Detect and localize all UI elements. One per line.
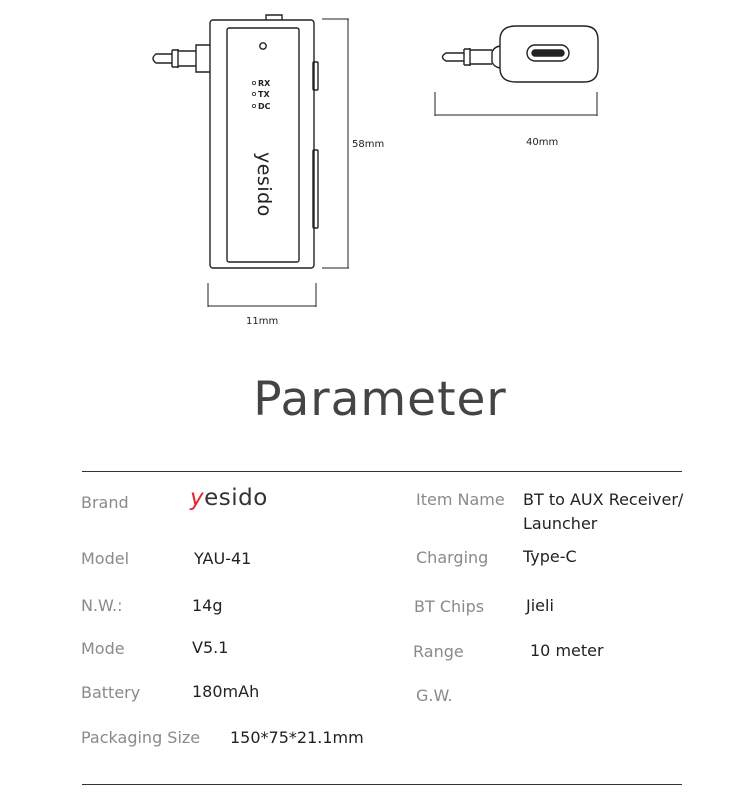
packaging-size-label: Packaging Size xyxy=(81,728,201,747)
width-dimension-label: 11mm xyxy=(246,316,279,327)
range-value: 10 meter xyxy=(530,641,604,660)
brand-label: Brand xyxy=(81,493,129,512)
item-name-value-line1: BT to AUX Receiver/ xyxy=(523,490,684,509)
battery-label: Battery xyxy=(81,683,141,702)
aux-jack-plug xyxy=(153,45,210,72)
led-label-tx: TX xyxy=(258,90,270,99)
nw-label: N.W.: xyxy=(81,596,123,615)
bt-chips-value: Jieli xyxy=(526,596,554,615)
item-name-value-line2: Launcher xyxy=(523,514,598,533)
side-view-jack xyxy=(443,48,493,66)
length-dimension-label: 40mm xyxy=(526,137,559,148)
led-label-dc: DC xyxy=(258,102,271,111)
device-logo-text: yesido xyxy=(253,152,275,217)
section-title: Parameter xyxy=(253,372,507,427)
mode-value: V5.1 xyxy=(192,638,229,657)
bottom-divider xyxy=(82,784,682,785)
product-dimension-diagram xyxy=(0,0,750,340)
gw-label: G.W. xyxy=(416,686,453,705)
height-dimension-label: 58mm xyxy=(352,139,385,150)
charging-value: Type-C xyxy=(523,547,577,566)
bt-chips-label: BT Chips xyxy=(414,597,485,616)
receiver-front-panel xyxy=(227,28,299,262)
top-divider xyxy=(82,471,682,472)
range-label: Range xyxy=(413,642,464,661)
led-label-rx: RX xyxy=(258,79,271,88)
battery-value: 180mAh xyxy=(192,682,260,701)
nw-value: 14g xyxy=(192,596,223,615)
item-name-label: Item Name xyxy=(416,490,505,509)
mode-label: Mode xyxy=(81,639,125,658)
charging-label: Charging xyxy=(416,548,489,567)
brand-logo xyxy=(190,485,268,511)
brand-logo-rest: esido xyxy=(204,485,268,511)
model-value: YAU-41 xyxy=(194,549,252,568)
brand-logo-accent: y xyxy=(190,485,205,511)
indicator-hole xyxy=(260,43,266,49)
model-label: Model xyxy=(81,549,130,568)
packaging-size-value: 150*75*21.1mm xyxy=(230,728,364,747)
